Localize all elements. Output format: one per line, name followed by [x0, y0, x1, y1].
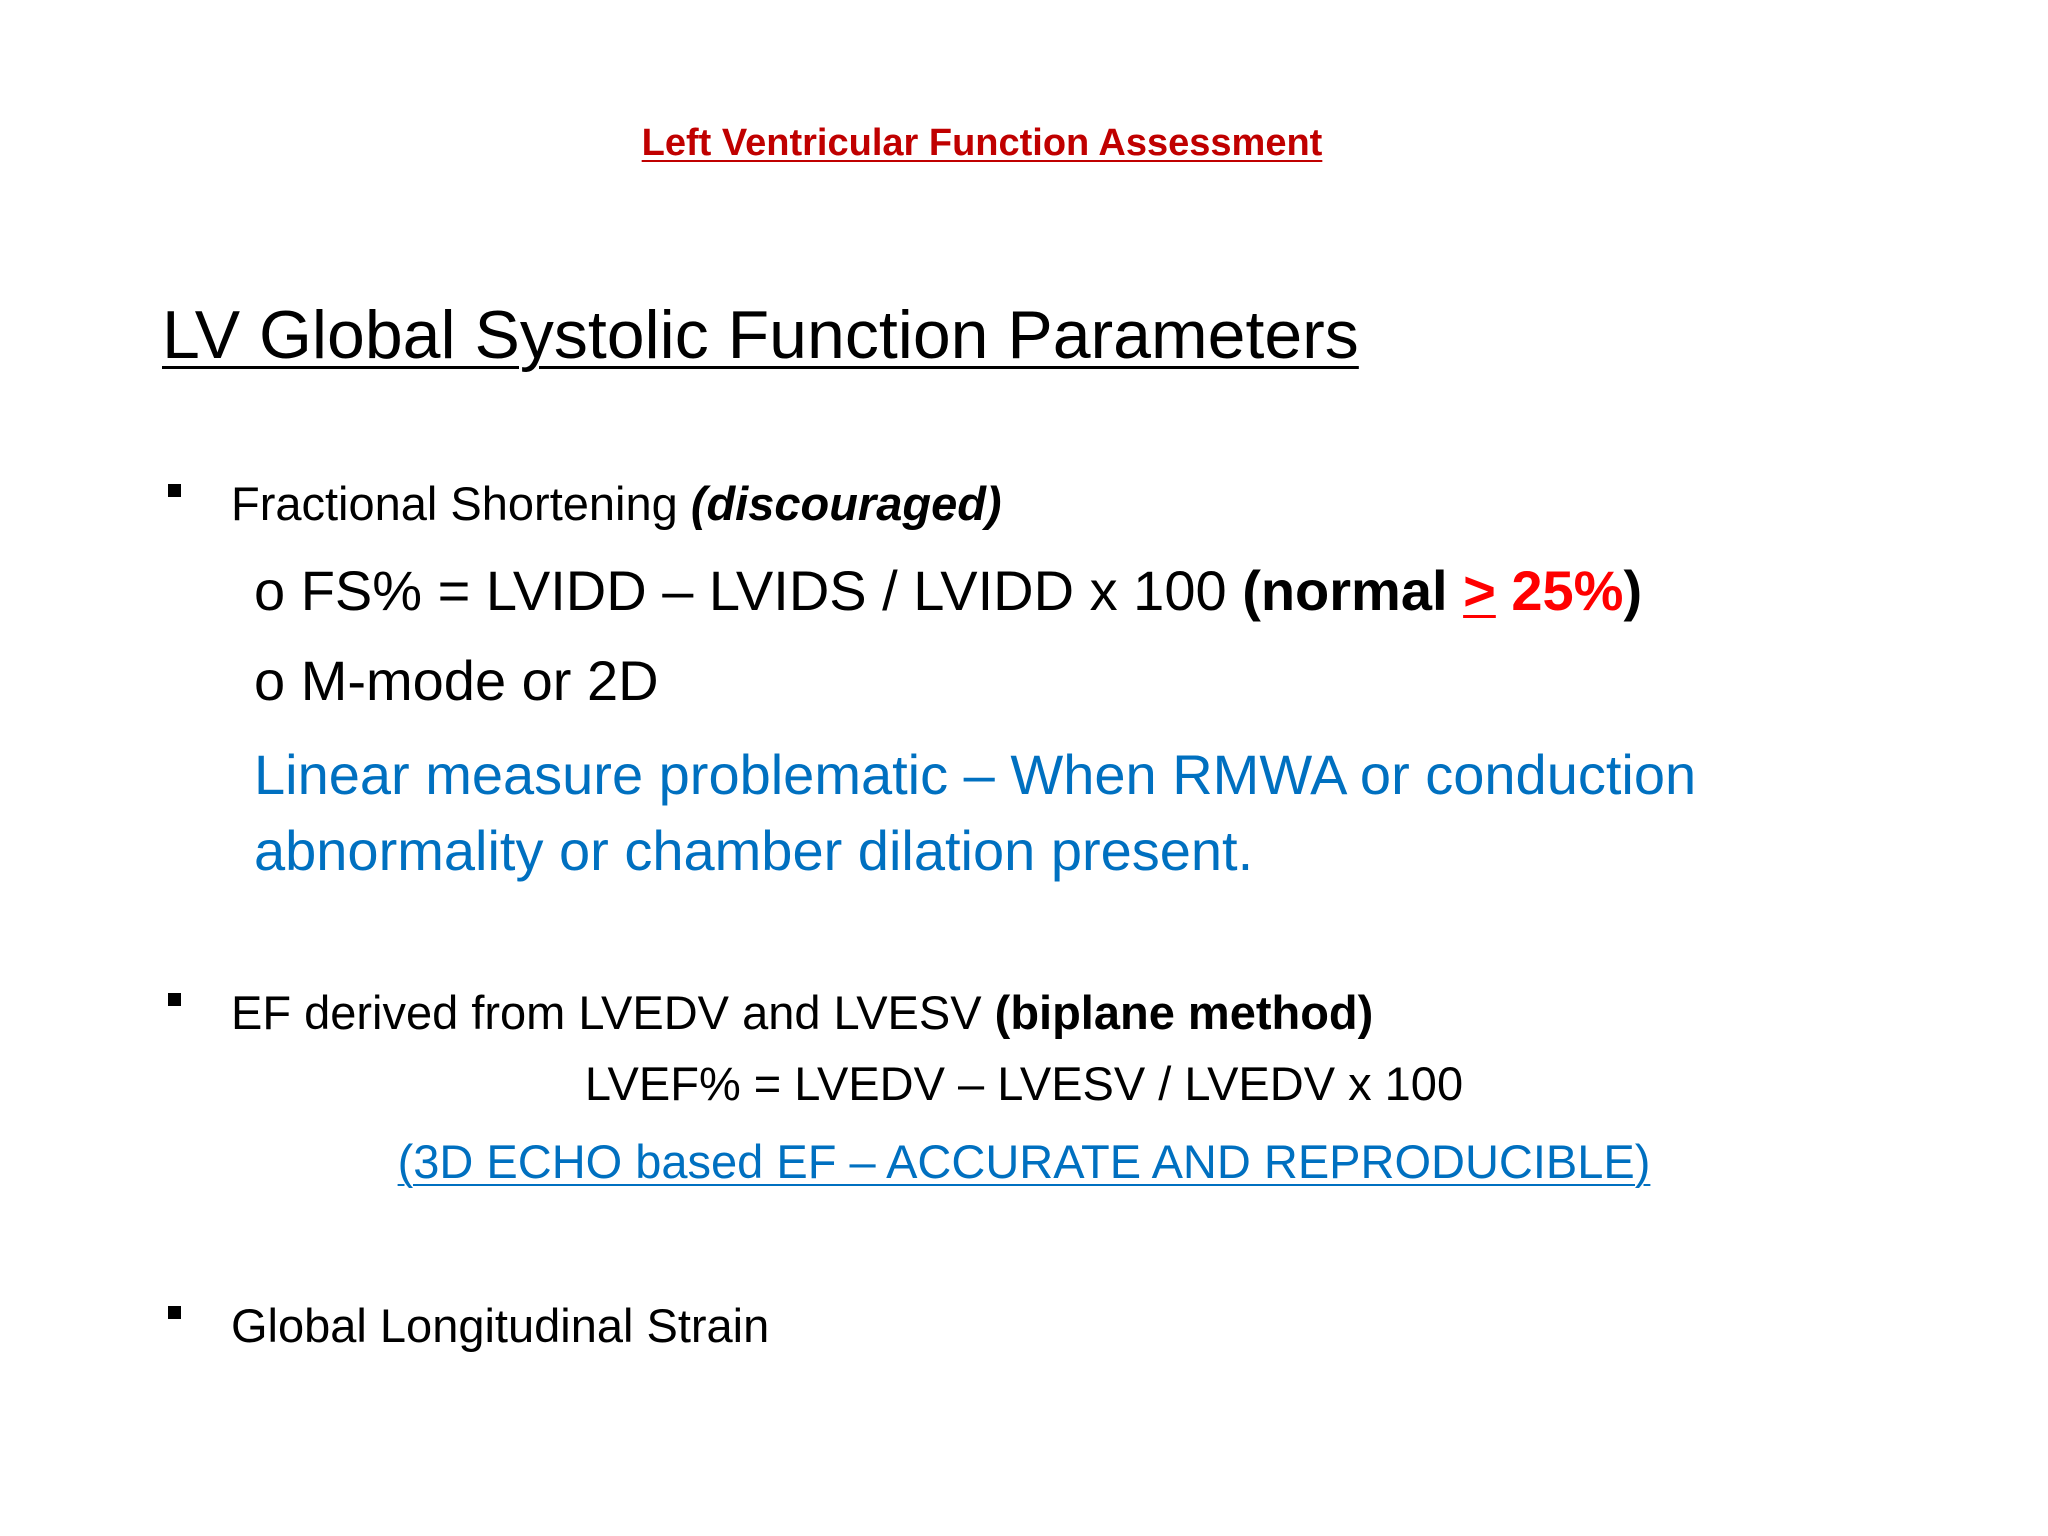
bullet-ef — [231, 985, 1373, 1040]
fs-mode-line: o M-mode or 2D — [254, 649, 659, 712]
fs-normal-open: (normal — [1242, 559, 1464, 622]
fs-note: Linear measure problematic – When RMWA or conduction abnormality or chamber dilation present. — [254, 743, 1697, 882]
fs-formula: o FS% = LVIDD – LVIDS / LVIDD x 100 — [254, 559, 1243, 622]
section-heading: LV Global Systolic Function Parameters — [162, 297, 1359, 373]
bullet-fs-label: Fractional Shortening — [231, 477, 691, 530]
bullet-ef-qualifier: (biplane method) — [994, 986, 1374, 1039]
bullet-marker-fs — [168, 484, 181, 497]
bullet-fs-qualifier: (discouraged) — [690, 477, 1002, 530]
fs-normal-close: ) — [1623, 559, 1643, 622]
fs-formula-line — [254, 558, 1642, 623]
ef-formula: LVEF% = LVEDV – LVESV / LVEDV x 100 — [584, 1057, 1464, 1110]
fs-normal-gt: > — [1463, 559, 1496, 622]
ef-3d-note: (3D ECHO based EF – ACCURATE AND REPRODUCIBLE) — [397, 1135, 1651, 1188]
bullet-ef-label: EF derived from LVEDV and LVESV — [231, 986, 995, 1039]
fs-normal-value: 25% — [1495, 559, 1624, 622]
bullet-gls: Global Longitudinal Strain — [231, 1299, 770, 1352]
bullet-fs — [231, 476, 1002, 531]
bullet-marker-ef — [168, 993, 181, 1006]
slide-title: Left Ventricular Function Assessment — [641, 122, 1323, 164]
bullet-marker-gls — [168, 1306, 181, 1319]
